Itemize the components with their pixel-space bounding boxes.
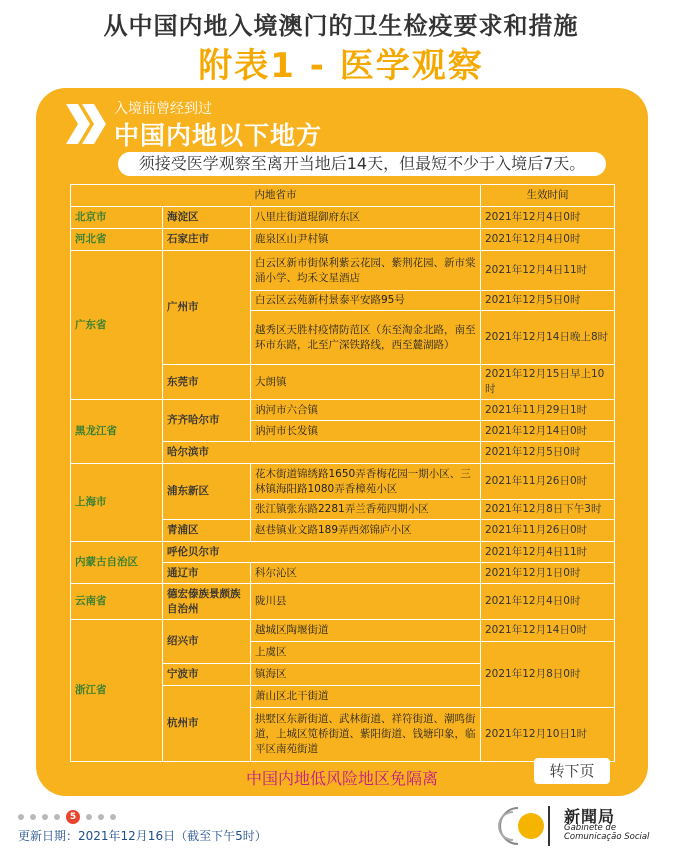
date-cell: 2021年12月14日晚上8时 — [481, 311, 615, 365]
table-header-row — [71, 185, 615, 207]
region-title: 中国内地以下地方 — [114, 121, 323, 150]
city-cell: 青浦区 — [163, 520, 251, 542]
province-cell: 上海市 — [71, 464, 163, 542]
city-cell: 绍兴市 — [163, 620, 251, 664]
table-row — [71, 620, 615, 642]
next-page-button[interactable]: 转下页 — [534, 758, 610, 784]
page-dot-active[interactable]: 5 — [66, 810, 80, 824]
page-dot[interactable] — [42, 814, 48, 820]
date-cell: 2021年12月4日0时 — [481, 229, 615, 251]
place-cell: 大朗镇 — [251, 365, 481, 400]
city-cell: 呼伦贝尔市 — [163, 542, 481, 563]
date-cell: 2021年12月5日0时 — [481, 442, 615, 464]
place-cell: 白云区云苑新村景泰平安路95号 — [251, 291, 481, 311]
province-cell: 河北省 — [71, 229, 163, 251]
place-cell: 花木街道锦绣路1650弄香梅花园一期小区、三林镇海阳路1080弄香樟苑小区 — [251, 464, 481, 500]
date-cell: 2021年12月4日11时 — [481, 251, 615, 291]
date-cell: 2021年12月14日0时 — [481, 620, 615, 642]
city-cell: 石家庄市 — [163, 229, 251, 251]
place-cell: 拱墅区东新街道、武林街道、祥符街道、潮鸣街道，上城区笕桥街道、紫阳街道、钱塘印象，临平区南苑街道 — [251, 708, 481, 762]
date-cell: 2021年12月4日0时 — [481, 584, 615, 620]
date-cell: 2021年12月10日1时 — [481, 708, 615, 762]
place-cell: 鹿泉区山尹村镇 — [251, 229, 481, 251]
page-dot[interactable] — [18, 814, 24, 820]
table-row — [71, 584, 615, 620]
province-cell: 北京市 — [71, 207, 163, 229]
place-cell: 白云区新市街保利紫云花园、紫荆花园、新市棠涌小学、均禾文星酒店 — [251, 251, 481, 291]
table-row — [71, 229, 615, 251]
date-cell: 2021年12月4日11时 — [481, 542, 615, 563]
date-cell: 2021年12月8日下午3时 — [481, 500, 615, 520]
logo-chinese-text: 新聞局 — [564, 807, 616, 826]
city-cell: 哈尔滨市 — [163, 442, 481, 464]
update-date: 更新日期：2021年12月16日（截至下午5时） — [18, 829, 267, 843]
place-cell: 萧山区北干街道 — [251, 686, 481, 708]
table-row — [71, 207, 615, 229]
page-title: 从中国内地入境澳门的卫生检疫要求和措施 — [103, 12, 579, 40]
province-cell: 浙江省 — [71, 620, 163, 762]
province-cell: 黑龙江省 — [71, 400, 163, 464]
double-chevron-right-icon — [64, 102, 110, 146]
place-cell: 镇海区 — [251, 664, 481, 686]
city-cell: 海淀区 — [163, 207, 251, 229]
header-location: 内地省市 — [71, 185, 481, 207]
place-cell: 越城区陶堰街道 — [251, 620, 481, 642]
page-dot[interactable] — [98, 814, 104, 820]
city-cell: 广州市 — [163, 251, 251, 365]
date-cell: 2021年11月26日0时 — [481, 520, 615, 542]
pre-label: 入境前曾经到过 — [114, 101, 212, 117]
page-dot[interactable] — [86, 814, 92, 820]
date-cell: 2021年12月8日0时 — [481, 642, 615, 708]
date-cell: 2021年12月15日早上10时 — [481, 365, 615, 400]
page-dot[interactable] — [54, 814, 60, 820]
logo-pt-line2: Comunicação Social — [564, 832, 650, 842]
date-cell: 2021年12月5日0时 — [481, 291, 615, 311]
low-risk-note: 中国内地低风险地区免隔离 — [245, 769, 438, 788]
place-cell: 张江镇张东路2281弄兰香苑四期小区 — [251, 500, 481, 520]
place-cell: 科尔沁区 — [251, 563, 481, 584]
region-table — [70, 184, 614, 762]
logo-pt-line1: Gabinete de — [564, 823, 617, 833]
page-indicator — [18, 811, 122, 823]
logo-portuguese-text — [564, 824, 649, 842]
place-cell: 讷河市六合镇 — [251, 400, 481, 421]
place-cell: 陇川县 — [251, 584, 481, 620]
city-cell: 通辽市 — [163, 563, 251, 584]
table-row — [71, 542, 615, 563]
table-row — [71, 464, 615, 500]
province-cell: 云南省 — [71, 584, 163, 620]
page-dot[interactable] — [110, 814, 116, 820]
date-cell: 2021年12月14日0时 — [481, 421, 615, 442]
requirement-banner: 须接受医学观察至离开当地后14天，但最短不少于入境后7天。 — [118, 152, 606, 176]
city-cell: 齐齐哈尔市 — [163, 400, 251, 442]
info-card — [36, 88, 648, 796]
table-row — [71, 400, 615, 421]
place-cell: 八里庄街道琨御府东区 — [251, 207, 481, 229]
place-cell: 赵巷镇业文路189弄西郊锦庐小区 — [251, 520, 481, 542]
header-effective-time: 生效时间 — [481, 185, 615, 207]
city-cell: 宁波市 — [163, 664, 251, 686]
place-cell: 越秀区天胜村疫情防范区（东至淘金北路，南至环市东路，北至广深铁路线，西至麓湖路） — [251, 311, 481, 365]
city-cell: 浦东新区 — [163, 464, 251, 520]
gcs-logo-icon — [498, 802, 554, 848]
place-cell: 上虞区 — [251, 642, 481, 664]
date-cell: 2021年12月4日0时 — [481, 207, 615, 229]
gcs-logo — [498, 802, 678, 848]
table-row — [71, 251, 615, 291]
date-cell: 2021年11月26日0时 — [481, 464, 615, 500]
page-dot[interactable] — [30, 814, 36, 820]
place-cell: 讷河市长发镇 — [251, 421, 481, 442]
city-cell: 德宏傣族景颇族自治州 — [163, 584, 251, 620]
city-cell: 东莞市 — [163, 365, 251, 400]
date-cell: 2021年12月1日0时 — [481, 563, 615, 584]
province-cell: 内蒙古自治区 — [71, 542, 163, 584]
date-cell: 2021年11月29日1时 — [481, 400, 615, 421]
province-cell: 广东省 — [71, 251, 163, 400]
page-subtitle: 附表1 - 医学观察 — [198, 46, 484, 86]
city-cell: 杭州市 — [163, 686, 251, 762]
